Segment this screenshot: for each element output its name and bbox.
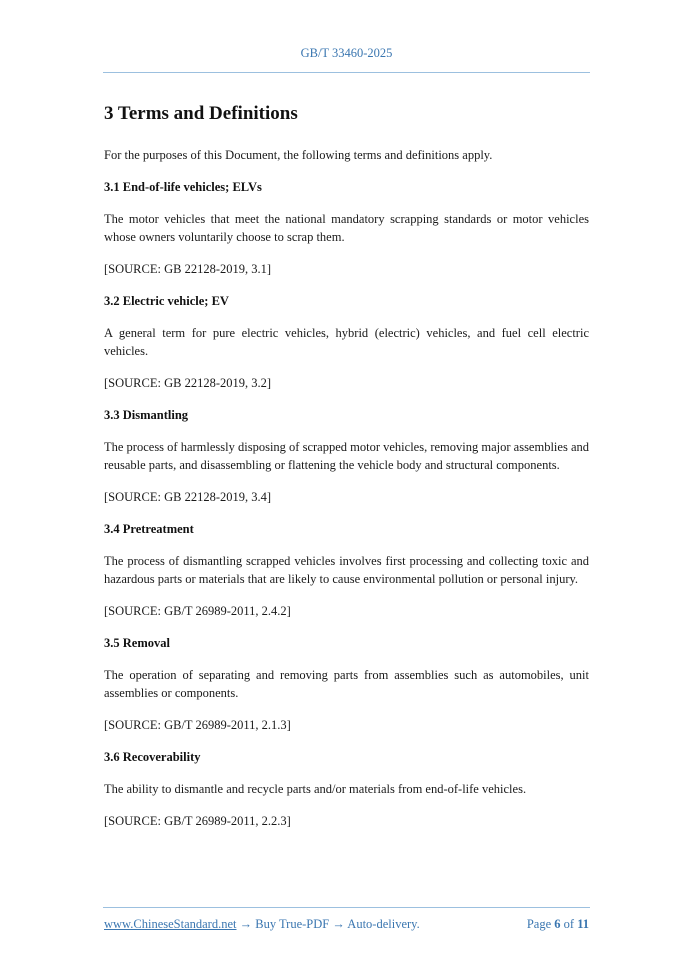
term-entry-3-6 bbox=[104, 748, 589, 830]
term-title: 3.3 Dismantling bbox=[104, 408, 189, 422]
of-label: of bbox=[560, 917, 578, 931]
term-source: [SOURCE: GB 22128-2019, 3.1] bbox=[104, 262, 272, 276]
term-source: [SOURCE: GB/T 26989-2011, 2.2.3] bbox=[104, 814, 291, 828]
term-entry-3-4 bbox=[104, 520, 589, 620]
term-title: 3.1 End-of-life vehicles; ELVs bbox=[104, 180, 262, 194]
term-definition: The process of dismantling scrapped vehicles involves first processing and collecting toxic and hazardous parts or materials that are likely to cause environmental pollution or personal injury. bbox=[104, 554, 589, 586]
term-title: 3.2 Electric vehicle; EV bbox=[104, 294, 229, 308]
term-source: [SOURCE: GB/T 26989-2011, 2.4.2] bbox=[104, 604, 291, 618]
page-indicator bbox=[527, 915, 589, 933]
header-divider bbox=[103, 72, 590, 73]
term-definition: A general term for pure electric vehicles, hybrid (electric) vehicles, and fuel cell electric vehicles. bbox=[104, 326, 589, 358]
footer-promo bbox=[104, 915, 420, 933]
page-body bbox=[104, 100, 589, 830]
section-title: 3 Terms and Definitions bbox=[104, 103, 298, 124]
current-page-number: 6 bbox=[554, 917, 561, 931]
footer-divider bbox=[103, 907, 590, 908]
term-definition: The motor vehicles that meet the national mandatory scrapping standards or motor vehicles whose owners voluntarily choose to scrap them. bbox=[104, 212, 589, 244]
term-source: [SOURCE: GB/T 26989-2011, 2.1.3] bbox=[104, 718, 291, 732]
section-intro: For the purposes of this Document, the following terms and definitions apply. bbox=[104, 148, 493, 162]
term-source: [SOURCE: GB 22128-2019, 3.4] bbox=[104, 490, 272, 504]
promo-text: → Buy True-PDF → Auto-delivery. bbox=[236, 917, 420, 931]
term-definition: The operation of separating and removing parts from assemblies such as automobiles, unit assemblies or components. bbox=[104, 668, 589, 700]
term-definition: The process of harmlessly disposing of scrapped motor vehicles, removing major assemblies and reusable parts, and disassembling or flattening the vehicle body and structural components. bbox=[104, 440, 589, 472]
running-header bbox=[103, 46, 590, 61]
term-entry-3-5 bbox=[104, 634, 589, 734]
term-entry-3-3 bbox=[104, 406, 589, 506]
page-label: Page bbox=[526, 917, 555, 931]
term-title: 3.6 Recoverability bbox=[104, 750, 201, 764]
website-link[interactable]: www.ChineseStandard.net bbox=[104, 917, 237, 931]
term-title: 3.4 Pretreatment bbox=[104, 522, 194, 536]
document-code: GB/T 33460-2025 bbox=[300, 46, 393, 60]
term-entry-3-1 bbox=[104, 178, 589, 278]
term-title: 3.5 Removal bbox=[104, 636, 170, 650]
term-entry-3-2 bbox=[104, 292, 589, 392]
total-pages-number: 11 bbox=[577, 917, 589, 931]
term-definition: The ability to dismantle and recycle parts and/or materials from end-of-life vehicles. bbox=[104, 782, 527, 796]
term-source: [SOURCE: GB 22128-2019, 3.2] bbox=[104, 376, 272, 390]
